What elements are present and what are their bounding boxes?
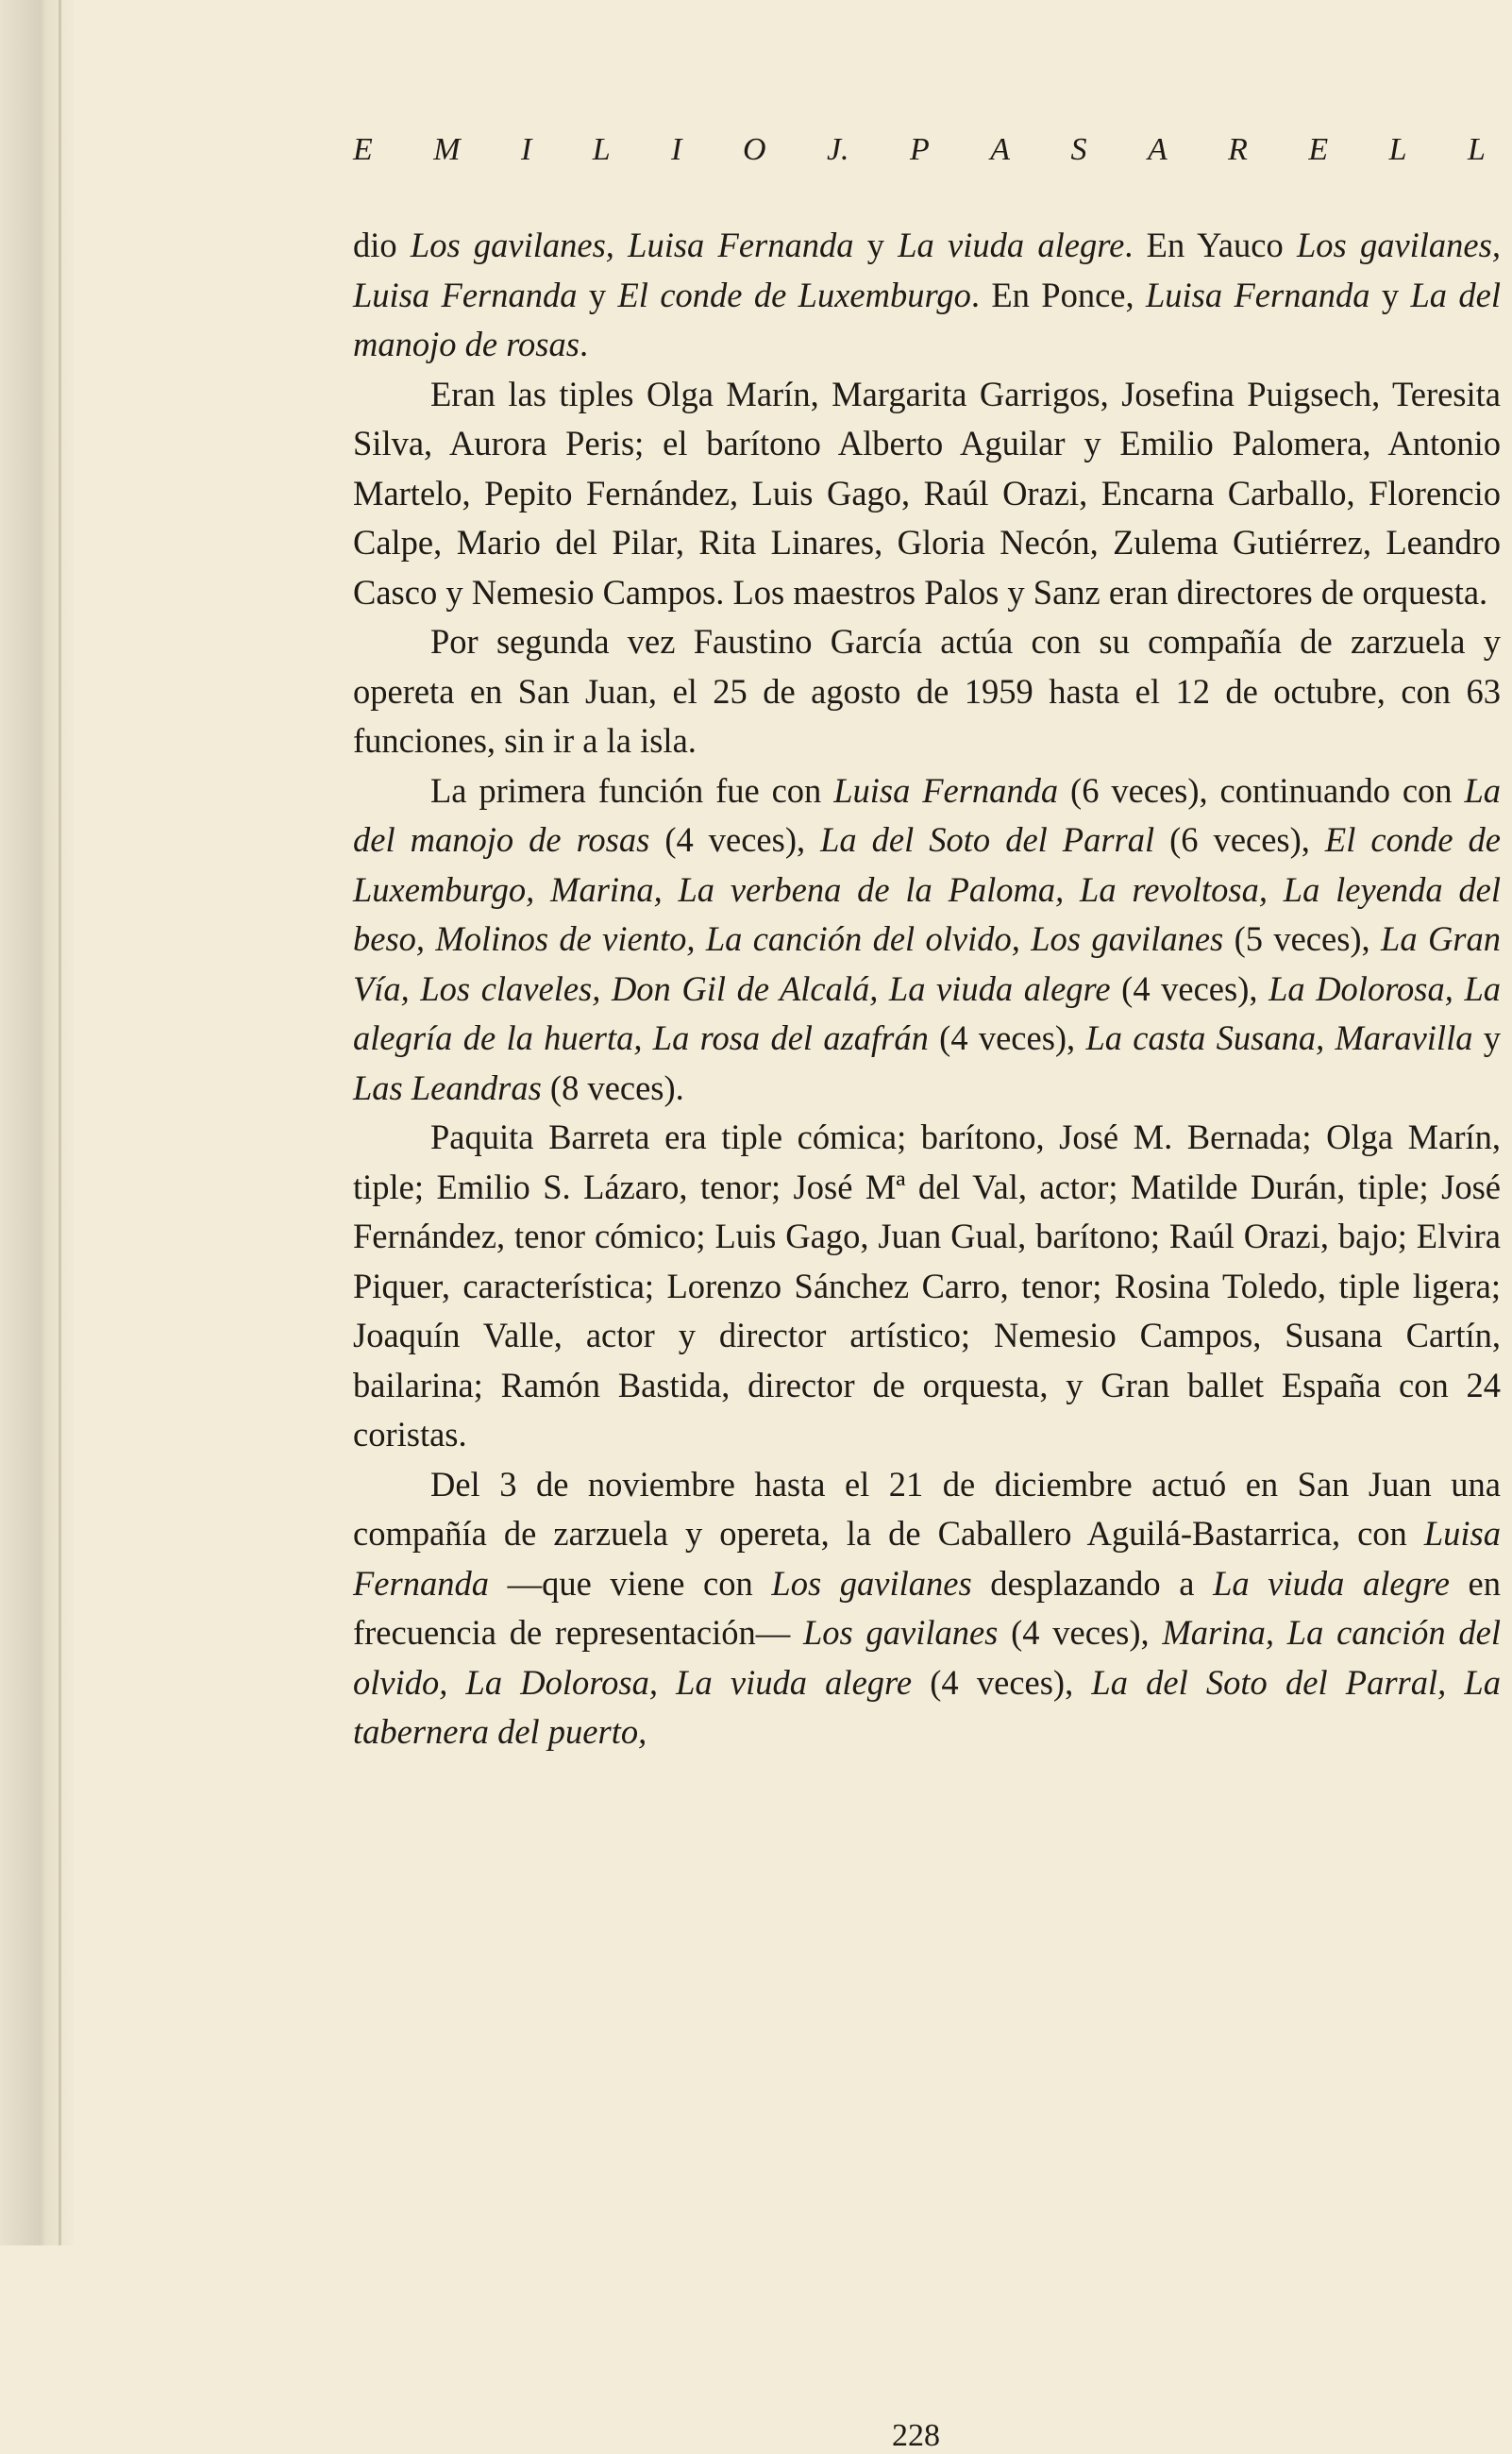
work-title: La Gran Vía, Los claveles, Don Gil de Alcalá, La viuda alegre xyxy=(353,919,1502,1008)
body-text xyxy=(353,221,1501,1757)
work-title: Marina, La canción del olvido, La Dolorosa, La viuda alegre xyxy=(353,1613,1501,1702)
text-run: . xyxy=(579,325,589,363)
work-title: El conde de Luxemburgo, Marina, La verbena de la Paloma, La revoltosa, La leyenda del beso, Molinos de viento, La canción del olvido, Los gavilanes xyxy=(353,820,1501,958)
text-run: y xyxy=(1472,1018,1501,1057)
work-title: Los gavilanes, Luisa Fernanda xyxy=(410,226,854,264)
running-head-letter: P xyxy=(910,132,930,167)
running-head-letter: I xyxy=(671,132,682,167)
text-run: . En Ponce, xyxy=(970,275,1146,314)
work-title: La viuda alegre xyxy=(1213,1563,1450,1603)
work-title: Los gavilanes xyxy=(802,1613,999,1652)
paragraph xyxy=(353,766,1501,1114)
work-title: La del Soto del Parral xyxy=(820,820,1155,859)
running-head-letter: J. xyxy=(826,132,849,167)
text-run: dio xyxy=(353,226,411,264)
text-run: (4 veces), xyxy=(649,820,821,859)
text-run: (4 veces), xyxy=(912,1662,1092,1702)
paragraph xyxy=(353,1113,1501,1460)
running-head-letter: A xyxy=(1147,132,1168,167)
work-title: La del manojo de rosas xyxy=(353,770,1501,859)
running-head xyxy=(353,132,1486,168)
running-head-letter: L xyxy=(1468,132,1486,167)
text-run: (6 veces), continuando con xyxy=(1058,770,1465,810)
text-run: (6 veces), xyxy=(1154,820,1325,859)
running-head-letter: L xyxy=(592,132,611,167)
text-run: Por segunda vez Faustino García actúa con su compañía de zarzuela y opereta en San Juan, el 25 de agosto de 1959 hasta el 12 de octubre, con 63 funciones, sin ir a la isla. xyxy=(353,622,1501,760)
work-title: El conde de Luxemburgo xyxy=(617,275,971,314)
paragraph xyxy=(353,1460,1501,1757)
text-run: —que viene con xyxy=(488,1563,772,1603)
work-title: La casta Susana, Maravilla xyxy=(1085,1018,1473,1057)
work-title: Las Leandras xyxy=(353,1067,542,1107)
paragraph xyxy=(353,617,1501,766)
work-title: Los gavilanes xyxy=(771,1563,972,1603)
work-title: La Dolorosa, La alegría de la huerta, La rosa del azafrán xyxy=(353,968,1501,1057)
text-run: Eran las tiples Olga Marín, Margarita Garrigos, Josefina Puigsech, Teresita Silva, Aurora Peris; el barítono Alberto Aguilar y Emilio Palomera, Antonio Martelo, Pepito Fernández, Luis Gago, Raúl Orazi, Encarna Carballo, Florencio Calpe, Mario del Pilar, Rita Linares, Gloria Necón, Zulema Gutiérrez, Leandro Casco y Nemesio Campos. Los maestros Palos y Sanz eran directores de orquesta. xyxy=(353,374,1501,612)
text-run: Paquita Barreta era tiple cómica; barítono, José M. Bernada; Olga Marín, tiple; Emilio S. Lázaro, tenor; José Mª del Val, actor; Matilde Durán, tiple; José Fernández, tenor cómico; Luis Gago, Juan Gual, barítono; Raúl Orazi, bajo; Elvira Piquer, característica; Lorenzo Sánchez Carro, tenor; Rosina Toledo, tiple ligera; Joaquín Valle, actor y director artístico; Nemesio Campos, Susana Cartín, bailarina; Ramón Bastida, director de orquesta, y Gran ballet España con 24 coristas. xyxy=(353,1118,1501,1454)
work-title: Los gavilanes, Luisa Fernanda xyxy=(353,226,1501,314)
work-title: La del Soto del Parral, La tabernera del puerto, xyxy=(353,1662,1501,1751)
text-run: . En Yauco xyxy=(1124,226,1297,264)
text-run: La primera función fue con xyxy=(430,770,834,810)
running-head-letter: L xyxy=(1388,132,1407,167)
running-head-letter: E xyxy=(1308,132,1329,167)
book-page xyxy=(353,132,1501,1757)
paragraph xyxy=(353,221,1501,370)
work-title: Luisa Fernanda xyxy=(353,1514,1501,1603)
work-title: Luisa Fernanda xyxy=(833,770,1059,810)
running-head-letter: O xyxy=(742,132,766,167)
text-run: (5 veces), xyxy=(1223,919,1382,958)
text-run: (4 veces), xyxy=(1110,968,1269,1008)
text-run: en frecuencia de representación— xyxy=(353,1563,1501,1652)
text-run: desplazando a xyxy=(971,1563,1214,1603)
running-head-letter: R xyxy=(1228,132,1248,167)
text-run: y xyxy=(853,226,899,264)
text-run: (4 veces), xyxy=(998,1613,1163,1652)
text-run: (8 veces). xyxy=(541,1067,684,1107)
text-run: Del 3 de noviembre hasta el 21 de diciembre actuó en San Juan una compañía de zarzuela y opereta, la de Caballero Aguilá-Bastarrica, con xyxy=(353,1464,1501,1553)
running-head-letter: S xyxy=(1070,132,1087,167)
work-title: Luisa Fernanda xyxy=(1145,275,1370,314)
book-binding-gutter xyxy=(0,0,74,2245)
running-head-letter: M xyxy=(433,132,461,167)
work-title: La del manojo de rosas xyxy=(353,275,1502,363)
work-title: La viuda alegre xyxy=(898,226,1125,264)
running-head-letter: I xyxy=(521,132,532,167)
running-head-letter: A xyxy=(990,132,1011,167)
gutter-shadow xyxy=(59,0,61,2245)
paragraph xyxy=(353,370,1501,618)
text-run: y xyxy=(1369,275,1411,314)
text-run: (4 veces), xyxy=(928,1018,1086,1057)
running-head-letter: E xyxy=(353,132,373,167)
page-number: 228 xyxy=(892,2418,940,2453)
text-run: y xyxy=(577,275,618,314)
